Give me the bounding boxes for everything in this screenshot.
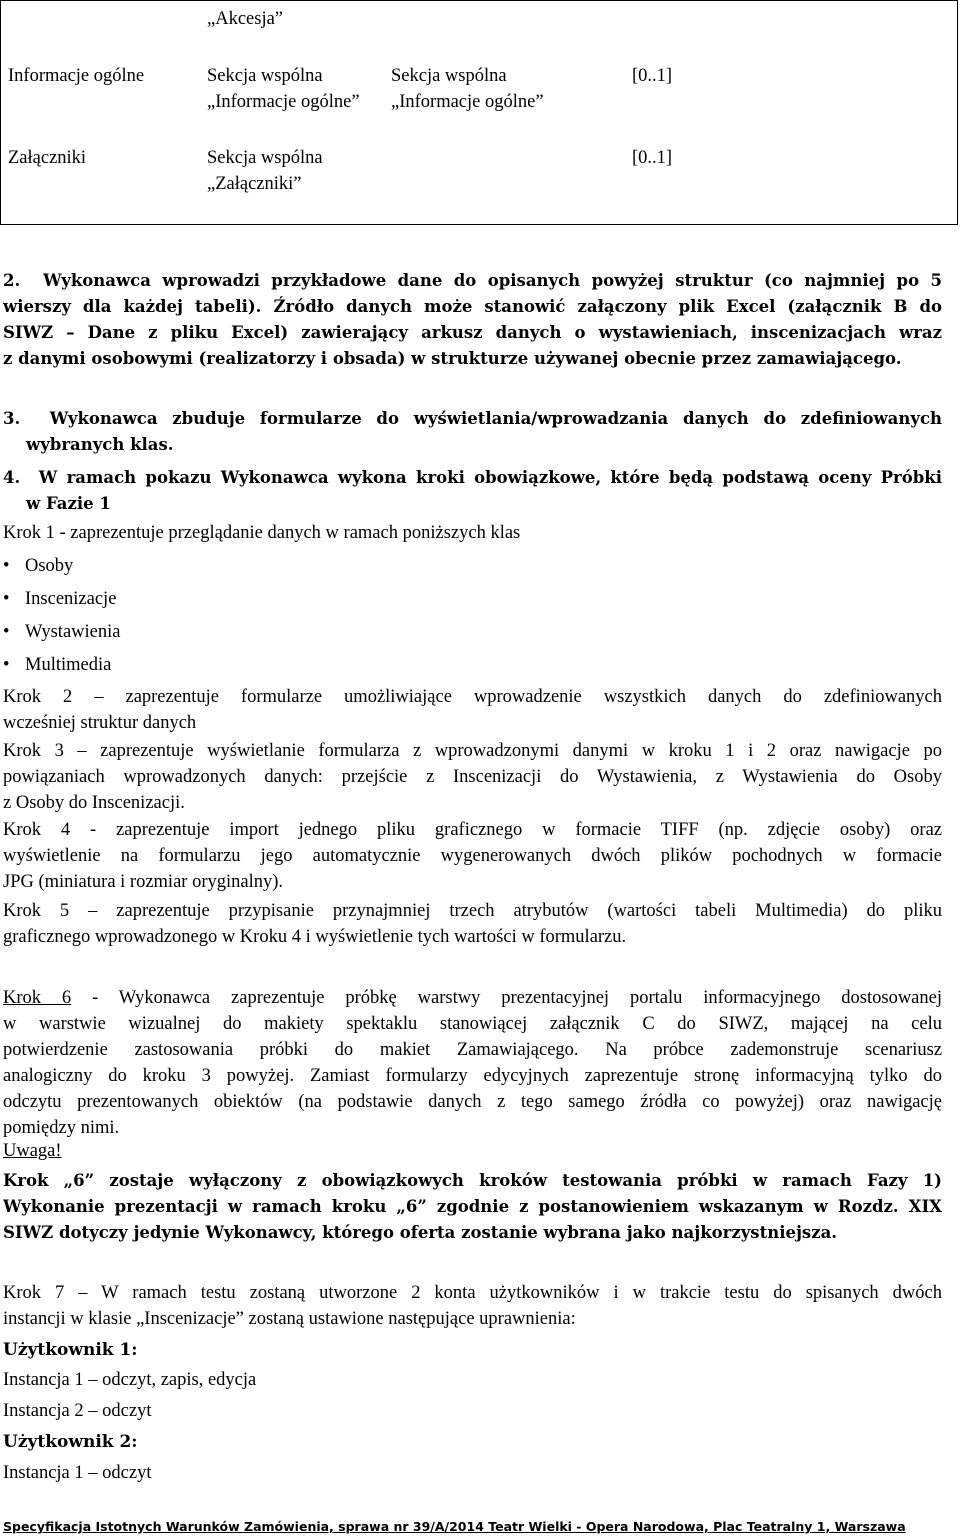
text-line: Krok „6” zostaje wyłączony z obowiązkowych kroków testowania próbki w ramach Fazy 1) [3,1171,942,1190]
bullet-icon: • [3,556,10,576]
text-line: Krok 2 – zaprezentuje formularze umożliwiające wprowadzenie wszystkich danych do zdefiniowanych [3,687,942,707]
krok-1: Krok 1 - zaprezentuje przeglądanie danych w ramach poniższych klas [3,523,521,543]
table-cell-sekcja-1a: Sekcja wspólna [207,66,323,86]
bullet-icon: • [3,655,10,675]
table-cell-sekcja-1b: „Informacje ogólne” [207,92,360,112]
text-line: z Osoby do Inscenizacji. [3,793,185,813]
user-2-label: Użytkownik 2: [3,1432,138,1452]
text-line: SIWZ – Dane z pliku Excel) zawierający arkusz danych o wystawieniach, inscenizacjach wraz [3,323,942,342]
user-1-instance-2: Instancja 2 – odczyt [3,1401,152,1421]
table-cell-informacje-ogolne: Informacje ogólne [8,66,145,86]
paragraph-number: 2. [3,271,21,290]
table-cell-cardinality-1: [0..1] [632,66,673,86]
text-line: JPG (miniatura i rozmiar oryginalny). [3,872,284,892]
paragraph-4 [3,465,942,517]
text-line: wyświetlenie na formularzu jego automatycznie wygenerowanych dwóch plików pochodnych w formacie [3,846,942,866]
text-line: Krok 7 – W ramach testu zostaną utworzone 2 konta użytkowników i w trakcie testu do spisanych dwóch [3,1283,942,1303]
uwaga-note [3,1168,942,1246]
bullet-item [3,553,73,579]
krok-4 [3,817,942,895]
text-line: powiązaniach wprowadzonych danych: przejście z Inscenizacji do Wystawienia, z Wystawienia do Osoby [3,767,942,787]
bullet-label: Multimedia [25,655,112,675]
uwaga-text: Uwaga! [3,1141,62,1161]
text-line: Krok 5 – zaprezentuje przypisanie przynajmniej trzech atrybutów (wartości tabeli Multimedia) do pliku [3,901,942,921]
text-line: graficznego wprowadzonego w Kroku 4 i wyświetlenie tych wartości w formularzu. [3,927,627,947]
text-line: w warstwie wizualnej do makiety spektaklu stanowiącej załącznik C do SIWZ, mającej na celu [3,1014,942,1034]
user-1-label: Użytkownik 1: [3,1340,138,1360]
text-line: Krok 3 – zaprezentuje wyświetlanie formularza z wprowadzonymi danymi w kroku 1 i 2 oraz nawigacje po [3,741,942,761]
text-line: Wykonanie prezentacji w ramach kroku „6” zgodnie z postanowieniem wskazanym w Rozdz. XIX [3,1197,942,1216]
uwaga-label [3,1138,942,1164]
structure-table [0,0,958,225]
table-cell-sekcja-2a: Sekcja wspólna [391,66,507,86]
krok-7 [3,1280,942,1332]
krok-2 [3,684,942,736]
bullet-item [3,652,111,678]
table-cell-sekcja-3b: „Załączniki” [207,174,302,194]
table-cell-sekcja-3a: Sekcja wspólna [207,148,323,168]
text-line: - Wykonawca zaprezentuje próbkę warstwy prezentacyjnej portalu informacyjnego dostosowanej [71,988,942,1008]
text-line: Wykonawca wprowadzi przykładowe dane do opisanych powyżej struktur (co najmniej po 5 [43,271,942,290]
paragraph-3 [3,406,942,458]
text-line: W ramach pokazu Wykonawca wykona kroki obowiązkowe, które będą podstawą oceny Próbki [38,468,942,487]
text-line: wcześniej struktur danych [3,713,197,733]
user-1-instance-1: Instancja 1 – odczyt, zapis, edycja [3,1370,257,1390]
table-cell-sekcja-2b: „Informacje ogólne” [391,92,544,112]
text-line: SIWZ dotyczy jedynie Wykonawcy, którego oferta zostanie wybrana jako najkorzystniejsza. [3,1223,838,1242]
page-footer: Specyfikacja Istotnych Warunków Zamówienia, sprawa nr 39/A/2014 Teatr Wielki - Opera Narodowa, Plac Teatralny 1, Warszawa [3,1519,906,1534]
text-line: w Fazie 1 [26,494,111,513]
krok-6-label: Krok 6 [3,988,72,1008]
bullet-icon: • [3,589,10,609]
krok-3 [3,738,942,816]
text-line: wybranych klas. [26,435,174,454]
text-line: potwierdzenie zastosowania próbki do makiet Zamawiającego. Na próbce zademonstruje scenariusz [3,1040,942,1060]
bullet-label: Osoby [25,556,74,576]
user-2-instance-1: Instancja 1 – odczyt [3,1463,152,1483]
text-line: Wykonawca zbuduje formularze do wyświetlania/wprowadzania danych do zdefiniowanych [49,409,942,428]
text-line: instancji w klasie „Inscenizacje” zostaną ustawione następujące uprawnienia: [3,1309,576,1329]
table-cell-zalaczniki: Załączniki [8,148,87,168]
krok-6 [3,985,942,1141]
text-line: analogiczny do kroku 3 powyżej. Zamiast formularzy edycyjnych zaprezentuje stronę informacyjną tylko do [3,1066,942,1086]
paragraph-2 [3,268,942,372]
bullet-label: Inscenizacje [25,589,117,609]
text-line: z danymi osobowymi (realizatorzy i obsada) w strukturze używanej obecnie przez zamawiającego. [3,349,902,368]
krok-5 [3,898,942,950]
bullet-label: Wystawienia [25,622,121,642]
text-line: wierszy dla każdej tabeli). Źródło danych może stanowić załączony plik Excel (załącznik B do [3,297,942,316]
bullet-icon: • [3,622,10,642]
table-cell-akcesja: „Akcesja” [207,9,284,29]
text-line: pomiędzy nimi. [3,1118,120,1138]
text-line: Krok 4 - zaprezentuje import jednego pliku graficznego w formacie TIFF (np. zdjęcie osoby) oraz [3,820,942,840]
bullet-item [3,619,120,645]
paragraph-number: 4. [3,468,21,487]
text-line: odczytu prezentowanych obiektów (na podstawie danych z tego samego źródła co powyżej) oraz nawigację [3,1092,942,1112]
paragraph-number: 3. [3,409,21,428]
bullet-item [3,586,116,612]
table-cell-cardinality-2: [0..1] [632,148,673,168]
